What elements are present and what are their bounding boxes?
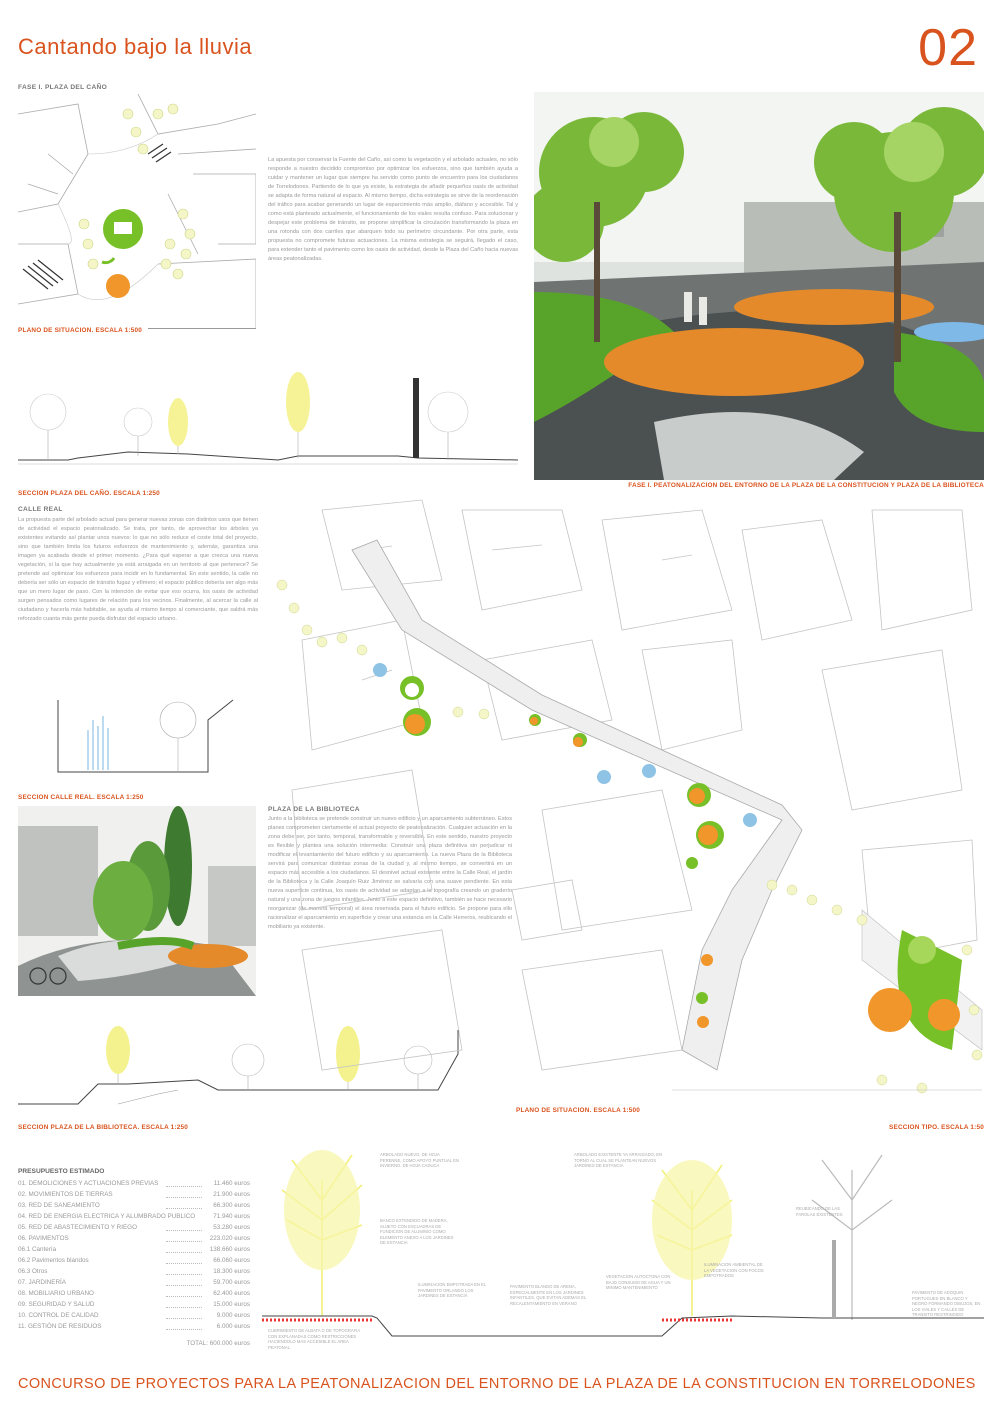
budget-row — [18, 1224, 250, 1234]
note-pavimento-blando: PAVIMENTO BLANDO DE ARENA, ESPECIALMENTE EN LOS JARDINES INFANTILES, QUE EVITAN ADEMAS EL RECALENTAMIENTO EN VERANO — [510, 1284, 587, 1306]
fase1-heading: FASE I. PLAZA DEL CAÑO — [18, 84, 108, 91]
budget-amount: 18.300 euros — [213, 1268, 250, 1275]
fase1-text: La apuesta por conservar la Fuente del Caño, así como la vegetación y el arbolado actuales, no sólo responde a nuestro decidido compromiso por optimizar los esfuerzos, sino que también ayuda a cuidar y mantener un lugar que siempre ha servido como punto de encuentro para los ciudadanos de Torrelodones. Partiendo de lo que ya existe, la estrategia de añadir pequeños oasis de actividad se adapta de forma natural al espacio. Al mismo tiempo, dicha estrategia se sirve de la reordenación del tráfico para acabar generando un lugar de esparcimiento más amplio, diáfano y accesible. Tal y como está planteado actualmente, el funcionamiento de los viales resulta confuso. Para solucionar y despejar este problema de tránsito, se propone simplificar la circulación transformando la plaza en una rotonda con dos carriles que abarquen todo su perímetro circundante. Por otra parte, esta propuesta no compromete futuras actuaciones. La misma estrategia se seguirá, llegado el caso, para extender tanto el pavimento como los oasis de actividad, desde la Plaza del Caño hacia nuevas áreas peatonalizadas. — [268, 157, 519, 262]
main-site-plan-drawing — [262, 490, 984, 1106]
budget-label: 02. MOVIMIENTOS DE TIERRAS — [18, 1191, 113, 1198]
budget-label: 06.2 Pavimentos blandos — [18, 1257, 89, 1264]
budget-row — [18, 1213, 250, 1223]
biblioteca-heading: PLAZA DE LA BIBLIOTECA — [268, 806, 360, 813]
budget-row — [18, 1257, 250, 1267]
budget-label: 06.1 Cantería — [18, 1246, 57, 1253]
plaza-cano-section — [18, 372, 518, 484]
calle-real-heading: CALLE REAL — [18, 506, 63, 513]
fase1-render-image — [534, 92, 984, 480]
plaza-cano-scale-bar — [148, 322, 256, 329]
budget-amount: 53.280 euros — [213, 1224, 250, 1231]
main-plan-caption: PLANO DE SITUACION. ESCALA 1:500 — [516, 1107, 641, 1114]
sheet-number: 02 — [918, 19, 978, 77]
budget-amount: 66.300 euros — [213, 1202, 250, 1209]
section-tipo-caption: SECCION TIPO. ESCALA 1:50 — [889, 1124, 984, 1131]
budget-row — [18, 1191, 250, 1201]
budget-row — [18, 1312, 250, 1322]
budget-total-row — [18, 1340, 250, 1350]
budget-label: 06.3 Otros — [18, 1268, 48, 1275]
budget-amount: 15.000 euros — [213, 1301, 250, 1308]
budget-row — [18, 1279, 250, 1289]
budget-row — [18, 1290, 250, 1300]
budget-label: 08. MOBILIARIO URBANO — [18, 1290, 94, 1297]
note-arbolado-existente: ARBOLADO EXISTENTE YA ARRAIGADO, EN TORNO AL CUAL SE PLANTEAN NUEVOS JARDINES DE ESTANCIA — [574, 1152, 663, 1168]
competition-title: CONCURSO DE PROYECTOS PARA LA PEATONALIZACION DEL ENTORNO DE LA PLAZA DE LA CONSTITUCION EN TORRELODONES — [18, 1376, 976, 1392]
budget-label: 01. DEMOLICIONES Y ACTUACIONES PREVIAS — [18, 1180, 159, 1187]
note-adoquin: PAVIMENTO DE ADOQUIN PORTUGUES EN BLANCO Y NEGRO FORMANDO DIBUJOS, EN LOS VIALES Y CALLES DE TRANSITO RESTRINGIDO — [912, 1290, 981, 1317]
budget-row — [18, 1301, 250, 1311]
biblioteca-section-caption: SECCION PLAZA DE LA BIBLIOTECA. ESCALA 1:250 — [18, 1124, 189, 1131]
section-tipo-drawing — [262, 1140, 984, 1354]
calle-real-section-drawing — [18, 690, 258, 785]
budget-amount: 138.660 euros — [209, 1246, 250, 1253]
budget-title: PRESUPUESTO ESTIMADO — [18, 1168, 105, 1175]
budget-row — [18, 1180, 250, 1190]
budget-row — [18, 1202, 250, 1212]
biblioteca-render-image — [18, 806, 256, 996]
note-cubrimiento: CUBRIMIENTO DE ALBATA O DE TOPOGRAFIA CON EXPLANADAS COMO RESTRICCIONES HACIENDOLO MAS ACCESIBLE EL AREA PEATONAL — [268, 1328, 360, 1350]
biblioteca-text: Junto a la biblioteca se pretende construir un nuevo edificio y un aparcamiento subterráneo. Estos planes comprometen ciertamente el actual proyecto de peatonalización. Cualquier actuación en la zona debe ser, por tanto, temporal, transformable y reversible. En este sentido, nuestro proyecto es flexible y plantea una solución intermedia: Construir una plaza definitiva sin perjudicar ni modificar el levantamiento del futuro edificio y su aparcamiento. La nueva Plaza de la Biblioteca servirá para comunicar distintas zonas de la ciudad y, al mismo tiempo, se convertirá en un espacio más accesible a los ciudadanos. El desnivel actual existente entre la Calle Real, el jardín de la Biblioteca y la Calle Joaquín Ruiz Jiménez se salvaría con una suave pendiente. En esta nueva superficie continua, los oasis de actividad se adaptan a la topografía creando un graderío natural y una zona de juegos infantiles. Junto a este espacio definitivo, también se hace necesario reorganizar (de manera temporal) el área reservada para el futuro edificio. Se propone para ello racionalizar el aparcamiento en superficie y crear una estancia en la Calle Herreros, reubicando el mobiliario ya existente. — [268, 816, 512, 930]
plaza-cano-section-caption: SECCION PLAZA DEL CAÑO. ESCALA 1:250 — [18, 490, 160, 497]
calle-real-text: La propuesta parte del arbolado actual para generar nuevas zonas con distintos usos que tienen de actividad el espacio peatonalizado. Se trata, por tanto, de aprovechar los árboles ya existentes evitando así plantar unos nuevos: lo que no sólo reduce el coste total del proyecto, sino que también limita los futuros esfuerzos de mantenimiento y, además, garantiza una imagen ya acabada desde el primer momento. ¿Para qué esperar a que crezca una nueva vegetación, si la que hay actualmente ya está arraigada en un territorio al que pertenece? Se pretende así optimizar los esfuerzos para incidir en lo fundamental. En este sentido, la calle no debería ser sólo un espacio de tránsito fugaz y efímero; el espacio público debería ser algo más que un mero lugar de paso. Con la intención de evitar que eso ocurra, los oasis de actividad surgen pensados como lugares de relación para los vecinos. Finalmente, al acercar la calle al ciudadano y hacerla más habitable, se ayuda al mismo tiempo al comerciante, que saldrá más reforzado cuanta más gente pueda disfrutar del espacio urbano. — [18, 517, 258, 622]
section-tipo — [262, 1140, 984, 1354]
note-arbolado-nuevo: ARBOLADO NUEVO, DE HOJA PERENNE, COMO APOYO PUNTUAL EN INVIERNO. DE HOJA CADUCA — [380, 1152, 459, 1168]
budget-amount: 21.900 euros — [213, 1191, 250, 1198]
budget-amount: 66.060 euros — [213, 1257, 250, 1264]
calle-real-section — [18, 690, 258, 785]
plaza-cano-plan — [18, 94, 256, 328]
budget-amount: 59.700 euros — [213, 1279, 250, 1286]
budget-table — [18, 1180, 250, 1360]
note-banco: BANCO EXTENDIDO DE MADERA, SUJETO CON ESCUADRAS DE FUNDICION DE ALUMINIO COMO ELEMENTO ANEXO A LOS JARDINES DE ESTANCIA — [380, 1218, 454, 1245]
budget-label: 07. JARDINERÍA — [18, 1279, 66, 1286]
main-site-plan — [262, 490, 984, 1106]
budget-row — [18, 1246, 250, 1256]
note-vegetacion: VEGETACION AUTOCTONA CON BAJO CONSUMO DE AGUA Y UN MINIMO MANTENIMIENTO — [606, 1274, 671, 1290]
budget-label: 04. RED DE ENERGIA ELECTRICA Y ALUMBRADO PUBLICO — [18, 1213, 196, 1220]
plaza-cano-plan-caption: PLANO DE SITUACION. ESCALA 1:500 — [18, 327, 143, 334]
budget-amount: 9.000 euros — [216, 1312, 250, 1319]
budget-amount: 62.400 euros — [213, 1290, 250, 1297]
biblioteca-render — [18, 806, 256, 996]
plaza-cano-plan-drawing — [18, 94, 256, 328]
budget-amount: 223.020 euros — [209, 1235, 250, 1242]
note-iluminacion-ambiental: ILUMINACION AMBIENTAL DE LA VEGETACION CON FOCOS EMPOTRADOS — [704, 1262, 764, 1278]
note-iluminacion-empotrada: ILUMINACION EMPOTRADA EN EL PAVIMENTO ORLANDO LOS JARDINES DE ESTANCIA — [418, 1282, 487, 1298]
calle-real-section-caption: SECCION CALLE REAL. ESCALA 1:250 — [18, 794, 144, 801]
plaza-cano-section-drawing — [18, 372, 518, 484]
budget-row — [18, 1268, 250, 1278]
poster-title: Cantando bajo la lluvia — [18, 34, 253, 59]
budget-label: 10. CONTROL DE CALIDAD — [18, 1312, 99, 1319]
budget-amount: 71.940 euros — [213, 1213, 250, 1220]
budget-label: 06. PAVIMENTOS — [18, 1235, 69, 1242]
budget-label: 03. RED DE SANEAMIENTO — [18, 1202, 100, 1209]
budget-label: 05. RED DE ABASTECIMIENTO Y RIEGO — [18, 1224, 137, 1231]
budget-total: TOTAL: 600.000 euros — [186, 1340, 250, 1347]
fase1-render-caption: FASE I. PEATONALIZACION DEL ENTORNO DE LA PLAZA DE LA CONSTITUCION Y PLAZA DE LA BIBLIOTECA — [628, 482, 984, 489]
budget-label: 09. SEGURIDAD Y SALUD — [18, 1301, 95, 1308]
budget-label: 11. GESTIÓN DE RESIDUOS — [18, 1323, 102, 1330]
budget-amount: 6.000 euros — [216, 1323, 250, 1330]
budget-row — [18, 1235, 250, 1245]
note-farolas: REUBICANDO DE LAS FAROLAS EXISTENTES — [796, 1206, 843, 1217]
budget-amount: 11.460 euros — [213, 1180, 250, 1187]
budget-row — [18, 1323, 250, 1333]
fase1-render — [534, 92, 984, 480]
